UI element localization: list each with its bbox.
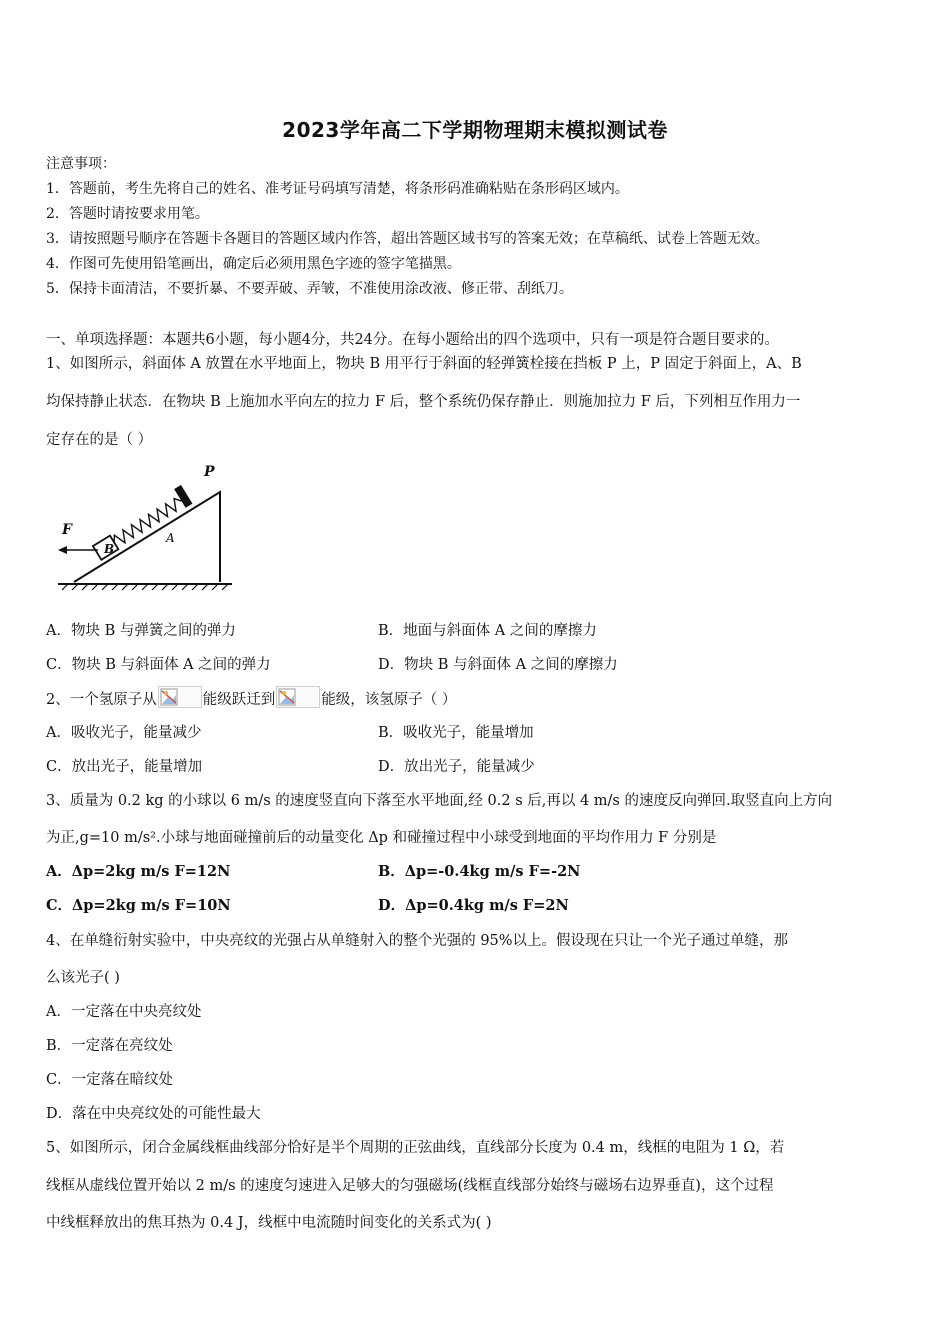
question-4-text: 4、在单缝衍射实验中，中央亮纹的光强占从单缝射入的整个光强的 95%以上。假设现在只让一个光子通过单缝，那 <box>46 933 789 949</box>
option-b: B．地面与斜面体 A 之间的摩擦力 <box>378 623 597 639</box>
plate-label: P <box>204 464 215 480</box>
question-3-text: 3、质量为 0.2 kg 的小球以 6 m/s 的速度竖直向下落至水平地面,经 0.2 s 后,再以 4 m/s 的速度反向弹回.取竖直向上方向 <box>46 793 833 809</box>
question-5-text: 线框从虚线位置开始以 2 m/s 的速度匀速进入足够大的匀强磁场(线框直线部分始终与磁场右边界垂直)，这个过程 <box>46 1178 774 1194</box>
option-a: A．一定落在中央亮纹处 <box>46 1004 202 1020</box>
question-1-text: 1、如图所示，斜面体 A 放置在水平地面上，物块 B 用平行于斜面的轻弹簧栓接在挡板 P 上，P 固定于斜面上，A、B <box>46 356 802 372</box>
question-4-text: 么该光子( ) <box>46 970 120 986</box>
question-1-text: 均保持静止状态．在物块 B 上施加水平向左的拉力 F 后，整个系统仍保存静止．则施加拉力 F 后，下列相互作用力一 <box>46 394 801 410</box>
exam-title: 2023学年高二下学期物理期末模拟测试卷 <box>282 118 668 142</box>
question-5-text: 5、如图所示，闭合金属线框曲线部分恰好是半个周期的正弦曲线，直线部分长度为 0.4 m，线框的电阻为 1 Ω，若 <box>46 1140 785 1156</box>
option-d: D．放出光子，能量减少 <box>378 759 535 775</box>
notice-heading: 注意事项： <box>46 156 116 172</box>
notice-item: 1．答题前，考生先将自己的姓名、准考证号码填写清楚，将条形码准确粘贴在条形码区域内。 <box>46 181 629 197</box>
option-b: B．一定落在亮纹处 <box>46 1038 173 1054</box>
option-c: C．放出光子，能量增加 <box>46 759 203 775</box>
option-c: C．Δp=2kg m/s F=10N <box>46 897 231 914</box>
section-heading: 一、单项选择题：本题共6小题，每小题4分，共24分。在每小题给出的四个选项中，只有一项是符合题目要求的。 <box>46 332 779 348</box>
notice-item: 4．作图可先使用铅笔画出，确定后必须用黑色字迹的签字笔描黑。 <box>46 256 461 272</box>
force-label: F <box>62 522 72 538</box>
notice-item: 5．保持卡面清洁，不要折暴、不要弄破、弄皱，不准使用涂改液、修正带、刮纸刀。 <box>46 281 573 297</box>
option-b: B．Δp=-0.4kg m/s F=-2N <box>378 863 581 880</box>
broken-image-icon <box>276 686 320 708</box>
question-2-part: 能级，该氢原子（ ） <box>321 692 457 708</box>
question-2-part: 2、一个氢原子从 <box>46 692 157 708</box>
incline-label: A <box>166 531 175 545</box>
option-c: C．一定落在暗纹处 <box>46 1072 174 1088</box>
incline-spring-figure <box>54 462 234 592</box>
option-b: B．吸收光子，能量增加 <box>378 725 534 741</box>
question-2-text <box>46 686 456 709</box>
broken-image-icon <box>158 686 202 708</box>
block-label: B <box>104 542 115 556</box>
notice-item: 2．答题时请按要求用笔。 <box>46 206 209 222</box>
option-d: D．物块 B 与斜面体 A 之间的摩擦力 <box>378 657 618 673</box>
option-a: A．物块 B 与弹簧之间的弹力 <box>46 623 236 639</box>
notice-item: 3．请按照题号顺序在答题卡各题目的答题区域内作答，超出答题区域书写的答案无效；在草稿纸、试卷上答题无效。 <box>46 231 769 247</box>
question-2-part: 能级跃迁到 <box>202 692 276 708</box>
option-d: D．Δp=0.4kg m/s F=2N <box>378 897 569 914</box>
option-a: A．吸收光子，能量减少 <box>46 725 202 741</box>
question-5-text: 中线框释放出的焦耳热为 0.4 J，线框中电流随时间变化的关系式为( ) <box>46 1215 492 1231</box>
option-a: A．Δp=2kg m/s F=12N <box>46 863 231 880</box>
question-3-text: 为正,g=10 m/s².小球与地面碰撞前后的动量变化 Δp 和碰撞过程中小球受到地面的平均作用力 F 分别是 <box>46 830 717 846</box>
option-d: D．落在中央亮纹处的可能性最大 <box>46 1106 261 1122</box>
option-c: C．物块 B 与斜面体 A 之间的弹力 <box>46 657 271 673</box>
question-1-text: 定存在的是（ ） <box>46 432 153 448</box>
